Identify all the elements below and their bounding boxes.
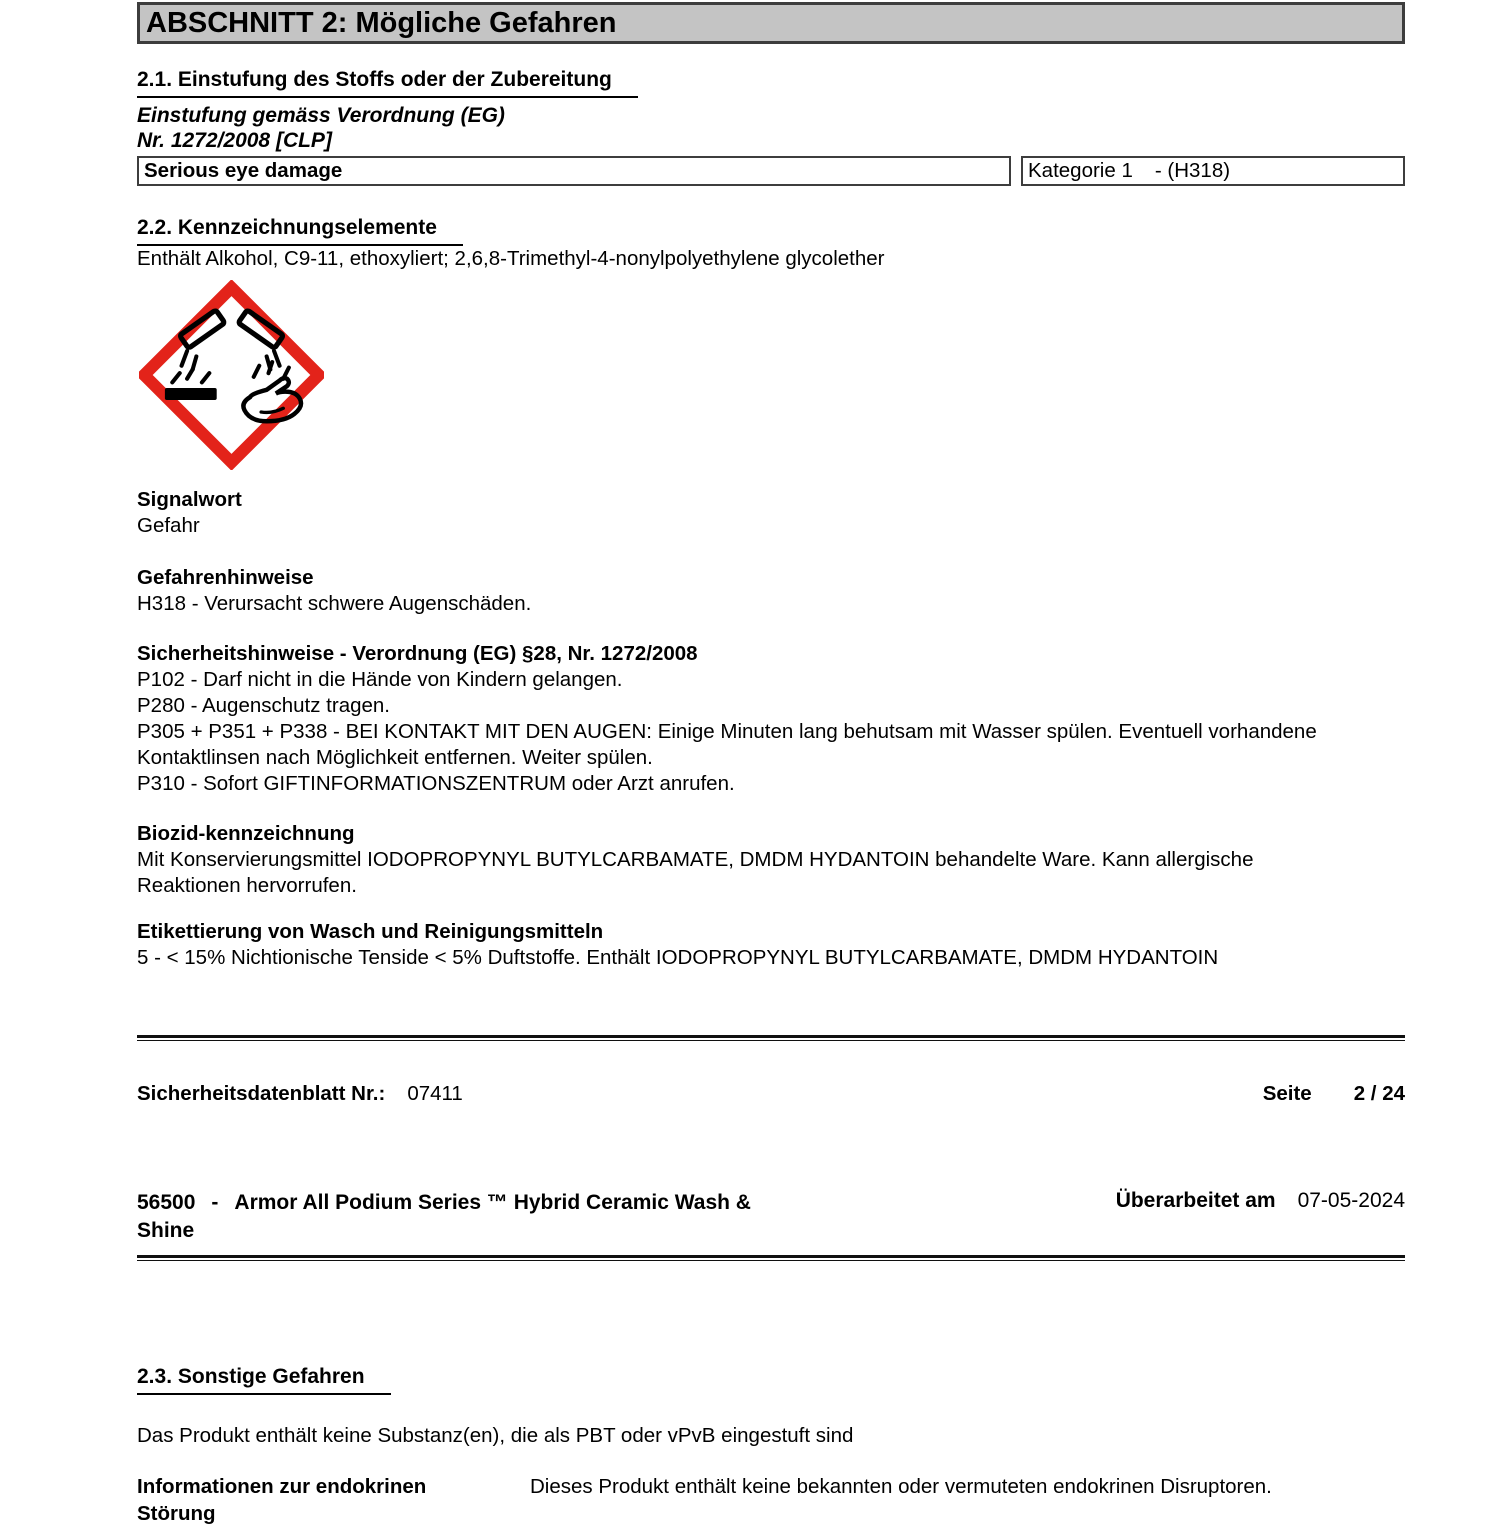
page-number: 2 / 24 (1353, 1082, 1405, 1105)
revised-date: 07-05-2024 (1297, 1189, 1405, 1212)
contains-statement: Enthält Alkohol, C9-11, ethoxyliert; 2,6,8-Trimethyl-4-nonylpolyethylene glycolether (137, 247, 885, 270)
regulation-line-2: Nr. 1272/2008 [CLP] (137, 129, 332, 152)
endocrine-text: Dieses Produkt enthält keine bekannten oder vermuteten endokrinen Disruptoren. (530, 1475, 1272, 1498)
section-2-1 (137, 68, 1405, 98)
hazard-statements-label: Gefahrenhinweise (137, 566, 314, 589)
detergent-label: Etikettierung von Wasch und Reinigungsmitteln (137, 920, 604, 943)
precaution-p102: P102 - Darf nicht in die Hände von Kindern gelangen. (137, 668, 623, 691)
endocrine-label: Informationen zur endokrinen Störung (137, 1475, 427, 1525)
precaution-p305: P305 + P351 + P338 - BEI KONTAKT MIT DEN AUGEN: Einige Minuten lang behutsam mit Wasser spülen. Eventuell vorhandene Kontaktlinsen nach Möglichkeit entfernen. Weiter spülen. (137, 720, 1317, 769)
section-2-2 (137, 216, 1405, 246)
biocide-text: Mit Konservierungsmittel IODOPROPYNYL BUTYLCARBAMATE, DMDM HYDANTOIN behandelte Ware. Kann allergische Reaktionen hervorrufen. (137, 848, 1254, 897)
footer-product-row (137, 1189, 1405, 1245)
signal-word: Gefahr (137, 514, 200, 537)
regulation-line-1: Einstufung gemäss Verordnung (EG) (137, 104, 505, 127)
sds-page (137, 0, 1405, 1527)
hazard-statement: H318 - Verursacht schwere Augenschäden. (137, 592, 532, 615)
classification-table-row (137, 156, 1405, 186)
product-code: 56500 (137, 1191, 196, 1214)
page-indicator (1263, 1081, 1405, 1107)
footer-sds-row (137, 1081, 1405, 1107)
page-label: Seite (1262, 1082, 1312, 1105)
precaution-p280: P280 - Augenschutz tragen. (137, 694, 391, 717)
product-title (137, 1189, 777, 1245)
revised-label: Überarbeitet am (1115, 1189, 1276, 1212)
product-name: Armor All Podium Series ™ Hybrid Ceramic Wash & Shine (137, 1191, 751, 1242)
biocide-label: Biozid-kennzeichnung (137, 822, 355, 845)
footer-divider-top (137, 1035, 1405, 1041)
sds-number: 07411 (407, 1082, 463, 1105)
hazard-category-cell (1021, 156, 1405, 186)
hazard-class-cell: Serious eye damage (137, 156, 1011, 186)
section-header: ABSCHNITT 2: Mögliche Gefahren (137, 2, 1405, 44)
section-2-3 (137, 1365, 1405, 1395)
section-2-1-heading: 2.1. Einstufung des Stoffs oder der Zubereitung (137, 68, 638, 98)
revision-info (1116, 1189, 1405, 1213)
precaution-p310: P310 - Sofort GIFTINFORMATIONSZENTRUM oder Arzt anrufen. (137, 772, 735, 795)
endocrine-row (137, 1473, 1405, 1527)
precautionary-statements-label: Sicherheitshinweise - Verordnung (EG) §28, Nr. 1272/2008 (137, 642, 698, 665)
section-2-3-heading: 2.3. Sonstige Gefahren (137, 1365, 391, 1395)
sds-number-label: Sicherheitsdatenblatt Nr.: (137, 1082, 386, 1105)
pbt-statement: Das Produkt enthält keine Substanz(en), die als PBT oder vPvB eingestuft sind (137, 1424, 854, 1447)
product-dash: - (211, 1191, 219, 1214)
hazard-code: - (H318) (1154, 159, 1231, 182)
signal-word-label: Signalwort (137, 488, 242, 511)
section-2-2-heading: 2.2. Kennzeichnungselemente (137, 216, 463, 246)
ghs05-corrosion-pictogram-icon (139, 280, 1405, 475)
hazard-category: Kategorie 1 (1028, 159, 1133, 182)
footer-divider-bottom (137, 1255, 1405, 1261)
detergent-text: 5 - < 15% Nichtionische Tenside < 5% Duftstoffe. Enthält IODOPROPYNYL BUTYLCARBAMATE, DMDM HYDANTOIN (137, 946, 1219, 969)
